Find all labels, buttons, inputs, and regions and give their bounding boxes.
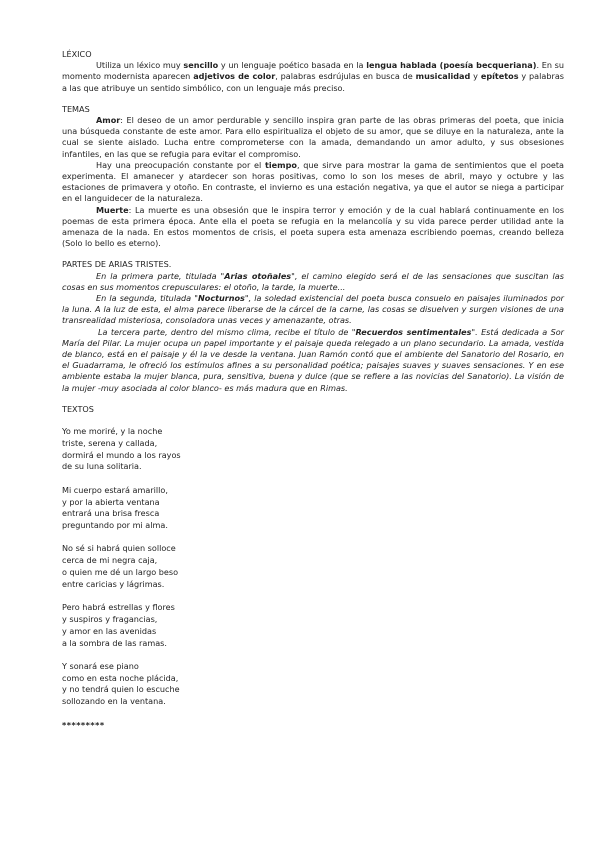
text-run: Utiliza un léxico muy [96,60,184,71]
bold-term: Amor [96,115,121,126]
text-run: y [470,71,481,82]
poem-stanza [62,543,564,590]
text-run: y palabras a las que atribuye un sentido simbólico, con un lenguaje más preciso. [62,71,564,93]
poem-stanza [62,602,564,649]
poem-stanza [62,426,564,473]
text-run: ", el camino elegido será el de las sensaciones que suscitan las cosas en sus momentos crepusculares: el otoño, la tarde, la muerte... [62,270,564,292]
section-heading-partes: PARTES DE ARIAS TRISTES. [62,259,172,270]
text-run: , palabras esdrújulas en busca de [275,71,416,82]
text-run: , que sirve para mostrar la gama de sentimientos que el poeta experimenta. El amanecer y atardecer son horas positivas, como lo son los meses de abril, mayo y octubre y las estaciones de primavera y otoño. En contraste, el invierno es una estación negativa, ya que el autor se niega a participar en el languidecer de la naturaleza. [62,159,565,204]
temas-muerte-paragraph [62,205,564,250]
partes-first-paragraph [62,271,564,293]
text-run: ", la soledad existencial del poeta busca consuelo en paisajes iluminados por la luna. A la luz de esta, el alma parece liberarse de la cárcel de la carne, las cosas se disuelven y surgen visiones de una transrealidad misteriosa, consoladora unas veces y amenazante, otras. [62,293,564,326]
poem-line: y no tendrá quien lo escuche [62,684,180,695]
text-run: : La muerte es una obsesión que le inspira terror y emoción y de la cual hablará continuamente en los poemas de esta primera época. Ante ella el poeta se refugia en la melancolía y su vida parece perder utilidad ante la amenaza de la nada. En estos momentos de crisis, el poeta supera esta amenaza escribiendo poemas, creando belleza (Solo lo bello es eterno). [62,204,564,249]
document-page [62,49,564,731]
poem-line: y suspiros y fragancias, [62,613,158,624]
partes-third-paragraph [62,327,564,394]
section-heading-lexico: LÉXICO [62,49,92,59]
bold-term: Muerte [96,204,129,215]
poem-stanza [62,661,564,708]
bold-term: lengua hablada (poesía becqueriana) [366,60,537,71]
bold-term: sencillo [183,60,219,71]
text-run: ". Está dedicada a Sor María del Pilar. La mujer ocupa un papel importante y el paisaje queda relegado a un plano secundario. La amada, vestida de blanco, está en el paisaje y él la ve desde la ventana. Juan Ramón contó que el ambiente del Sanatorio del Rosario, en el Guadarrama, le ofreció los estímulos afines a su personalidad poética; paisajes suaves y suaves sensaciones. Y en ese ambiente estaba la mujer blanca, pura, sensitiva, buena y dulce (que se refiere a las novicias del Sanatorio). La visión de la mujer -muy asociada al color blanco- es más madura que en Rimas. [62,326,564,393]
poem-stanza [62,485,564,532]
text-run: En la primera parte, titulada " [96,270,225,281]
partes-second-paragraph [62,293,564,327]
poem-line: dormirá el mundo a los rayos [62,449,181,460]
temas-tiempo-paragraph [62,160,564,205]
stars-separator: ********* [62,719,105,730]
poem-line: Mi cuerpo estará amarillo, [62,484,168,495]
poem-line: o quien me dé un largo beso [62,567,179,578]
poem-line: y por la abierta ventana [62,496,160,507]
poem [62,426,564,708]
text-run: Hay una preocupación constante por el [96,159,266,170]
poem-line: de su luna solitaria. [62,461,142,472]
poem-line: Yo me moriré, y la noche [62,426,163,437]
bold-title: Arias otoñales [224,270,292,281]
text-run: : El deseo de un amor perdurable y sencillo inspira gran parte de las obras primeras del poeta, que inicia una búsqueda constante de este amor. Para ello espiritualiza el objeto de su amor, que se diluye en la naturaleza, ante la cual se siente aislado. Lucha entre comprometerse con la amada, demandando un amor adulto, y sus obsesiones infantiles, en las que se refugia para evitar el compromiso. [62,115,564,159]
poem-line: triste, serena y callada, [62,437,158,448]
text-run: . En su momento modernista aparecen [62,60,564,82]
text-run: La tercera parte, dentro del mismo clima, recibe el título de " [98,326,356,337]
poem-line: entre caricias y lágrimas. [62,578,165,589]
bold-term: adjetivos de color [193,71,276,82]
bold-term: tiempo [265,159,297,170]
poem-line: sollozando en la ventana. [62,696,166,707]
poem-line: y amor en las avenidas [62,625,157,636]
bold-title: Nocturnos [197,293,245,304]
poem-line: cerca de mi negra caja, [62,555,158,566]
poem-line: entrará una brisa fresca [62,508,160,519]
poem-line: Y sonará ese piano [62,660,139,671]
text-run: y un lenguaje poético basada en la [218,60,367,71]
bold-term: epítetos [480,71,519,82]
temas-amor-paragraph [62,115,564,160]
poem-line: a la sombra de las ramas. [62,637,167,648]
text-run: En la segunda, titulada " [96,293,198,304]
poem-line: preguntando por mi alma. [62,520,168,531]
poem-line: Pero habrá estrellas y flores [62,602,175,613]
bold-term: musicalidad [415,71,471,82]
section-heading-temas: TEMAS [62,103,90,114]
poem-line: como en esta noche plácida, [62,672,179,683]
bold-title: Recuerdos sentimentales [355,326,472,337]
section-heading-textos: TEXTOS [62,403,94,414]
poem-line: No sé si habrá quien solloce [62,543,176,554]
lexico-paragraph [62,60,564,94]
